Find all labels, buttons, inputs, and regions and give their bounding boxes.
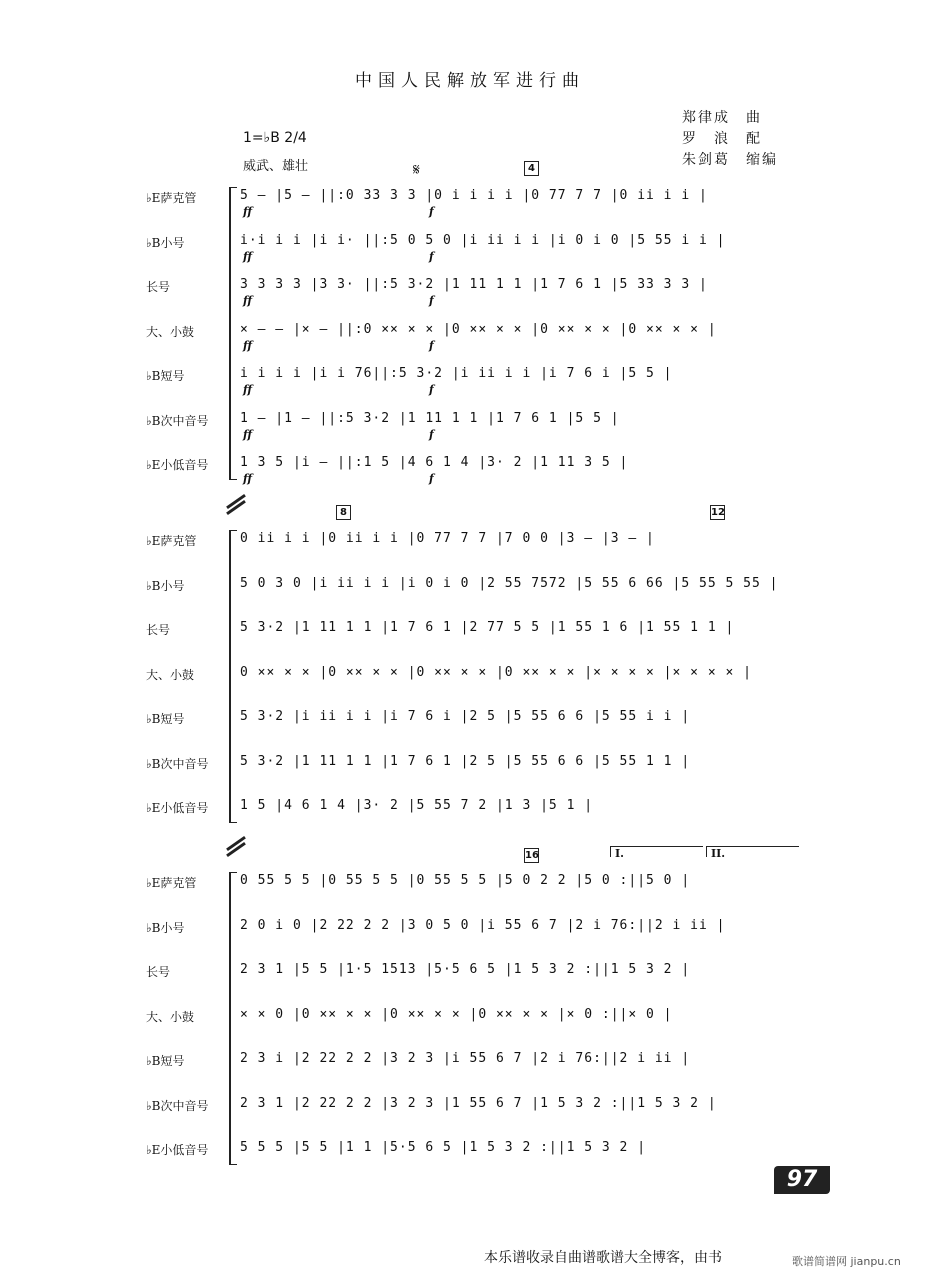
notation-line: i·i i i |i i· ||:5 0 5 0 |i ii i i |i 0 i 0 |5 55 i i |	[240, 232, 726, 248]
dynamic-f-mark: f	[429, 338, 434, 352]
volta-second-ending: II.	[706, 846, 799, 857]
notation-line: × – – |× – ||:0 ×× × × |0 ×× × × |0 ×× × × |0 ×× × × |	[240, 321, 717, 337]
notation-line: 5 0 3 0 |i ii i i |i 0 i 0 |2 55 7572 |5 55 6 66 |5 55 5 55 |	[240, 575, 779, 591]
key-signature: 1=♭B 2/4	[243, 130, 307, 146]
rehearsal-mark-16: 16	[525, 850, 539, 861]
instrument-label: 大、小鼓	[146, 667, 195, 682]
instrument-label: ♭E小低音号	[146, 801, 209, 815]
dynamic-ff-mark: ff	[243, 472, 253, 485]
instrument-label: 大、小鼓	[146, 324, 195, 339]
dynamic-ff-mark: ff	[243, 294, 253, 307]
instrument-label: ♭B短号	[146, 712, 185, 726]
dynamic-f-mark: f	[429, 383, 434, 396]
instrument-label: ♭E萨克管	[146, 534, 197, 548]
dynamic-ff-mark: ff	[243, 427, 253, 441]
instrument-label: ♭E萨克管	[146, 876, 197, 890]
credit-reducer: 朱剑葛 缩编	[682, 152, 778, 168]
dynamic-ff-mark: ff	[243, 249, 253, 263]
notation-line: 1 – |1 – ||:5 3·2 |1 11 1 1 |1 7 6 1 |5 5 |	[240, 410, 620, 426]
notation-line: 1 5 |4 6 1 4 |3· 2 |5 55 7 2 |1 3 |5 1 |	[240, 798, 594, 813]
dynamic-f-mark: f	[429, 249, 434, 263]
notation-line: 0 55 5 5 |0 55 5 5 |0 55 5 5 |5 0 2 2 |5 0 :||5 0 |	[240, 873, 691, 888]
instrument-label: 长号	[146, 623, 171, 637]
notation-line: 1 3 5 |i – ||:1 5 |4 6 1 4 |3· 2 |1 11 3 5 |	[240, 455, 629, 470]
instrument-label: ♭E小低音号	[146, 1143, 209, 1157]
notation-line: i i i i |i i 76||:5 3·2 |i ii i i |i 7 6 i |5 5 |	[240, 366, 673, 381]
instrument-label: ♭B次中音号	[146, 413, 209, 428]
watermark-text: 歌谱简谱网 jianpu.cn	[792, 1255, 901, 1268]
notation-line: 5 5 5 |5 5 |1 1 |5·5 6 5 |1 5 3 2 :||1 5 3 2 |	[240, 1140, 647, 1155]
instrument-label: ♭B短号	[146, 369, 185, 383]
dynamic-f-mark: f	[429, 427, 434, 441]
notation-line: 2 3 1 |2 22 2 2 |3 2 3 |1 55 6 7 |1 5 3 2 :||1 5 3 2 |	[240, 1095, 717, 1111]
notation-line: 5 3·2 |i ii i i |i 7 6 i |2 5 |5 55 6 6 |5 55 i i |	[240, 709, 691, 724]
rehearsal-mark-4: 4	[524, 161, 539, 176]
notation-line: 2 3 1 |5 5 |1·5 1513 |5·5 6 5 |1 5 3 2 :||1 5 3 2 |	[240, 962, 691, 977]
instrument-label: 大、小鼓	[146, 1009, 195, 1024]
dynamic-f-mark: f	[429, 472, 434, 485]
notation-line: 5 3·2 |1 11 1 1 |1 7 6 1 |2 77 5 5 |1 55 1 6 |1 55 1 1 |	[240, 620, 735, 635]
tempo-mark: 威武、雄壮	[243, 159, 309, 174]
instrument-label: ♭B次中音号	[146, 1098, 209, 1113]
instrument-label: ♭E萨克管	[146, 191, 197, 205]
instrument-label: 长号	[146, 965, 171, 979]
notation-line: 0 ×× × × |0 ×× × × |0 ×× × × |0 ×× × × |× × × × |× × × × |	[240, 664, 752, 680]
notation-line: 0 ii i i |0 ii i i |0 77 7 7 |7 0 0 |3 – |3 – |	[240, 531, 655, 546]
instrument-label: ♭B小号	[146, 235, 185, 250]
instrument-label: ♭E小低音号	[146, 458, 209, 472]
dynamic-f-mark: f	[429, 205, 434, 218]
instrument-label: 长号	[146, 280, 171, 294]
instrument-label: ♭B短号	[146, 1054, 185, 1068]
notation-line: 2 0 i 0 |2 22 2 2 |3 0 5 0 |i 55 6 7 |2 i 76:||2 i ii |	[240, 917, 726, 933]
notation-line: × × 0 |0 ×× × × |0 ×× × × |0 ×× × × |× 0 :||× 0 |	[240, 1006, 673, 1022]
dynamic-ff-mark: ff	[243, 338, 253, 352]
dynamic-ff-mark: ff	[243, 383, 253, 396]
instrument-label: ♭B小号	[146, 578, 185, 593]
page-number: 97	[774, 1166, 830, 1194]
notation-line: 5 – |5 – ||:0 33 3 3 |0 i i i i |0 77 7 7 |0 ii i i |	[240, 188, 708, 203]
rehearsal-mark-8: 8	[336, 505, 351, 520]
instrument-label: ♭B小号	[146, 920, 185, 935]
footer-text: 本乐谱收录自曲谱歌谱大全博客，由书	[484, 1250, 722, 1266]
dynamic-f-mark: f	[429, 294, 434, 307]
notation-line: 3 3 3 3 |3 3· ||:5 3·2 |1 11 1 1 |1 7 6 1 |5 33 3 3 |	[240, 277, 708, 292]
credit-arranger: 罗 浪 配	[682, 131, 762, 147]
credit-composer: 郑律成 曲	[682, 110, 762, 126]
notation-line: 5 3·2 |1 11 1 1 |1 7 6 1 |2 5 |5 55 6 6 |5 55 1 1 |	[240, 753, 691, 769]
notation-line: 2 3 i |2 22 2 2 |3 2 3 |i 55 6 7 |2 i 76:||2 i ii |	[240, 1051, 691, 1066]
rehearsal-mark-12: 12	[711, 507, 725, 518]
segno-sign: 𝄋	[413, 160, 420, 179]
instrument-label: ♭B次中音号	[146, 756, 209, 771]
volta-first-ending: I.	[610, 846, 703, 857]
dynamic-ff-mark: ff	[243, 205, 253, 218]
score-title: 中国人民解放军进行曲	[355, 71, 585, 91]
